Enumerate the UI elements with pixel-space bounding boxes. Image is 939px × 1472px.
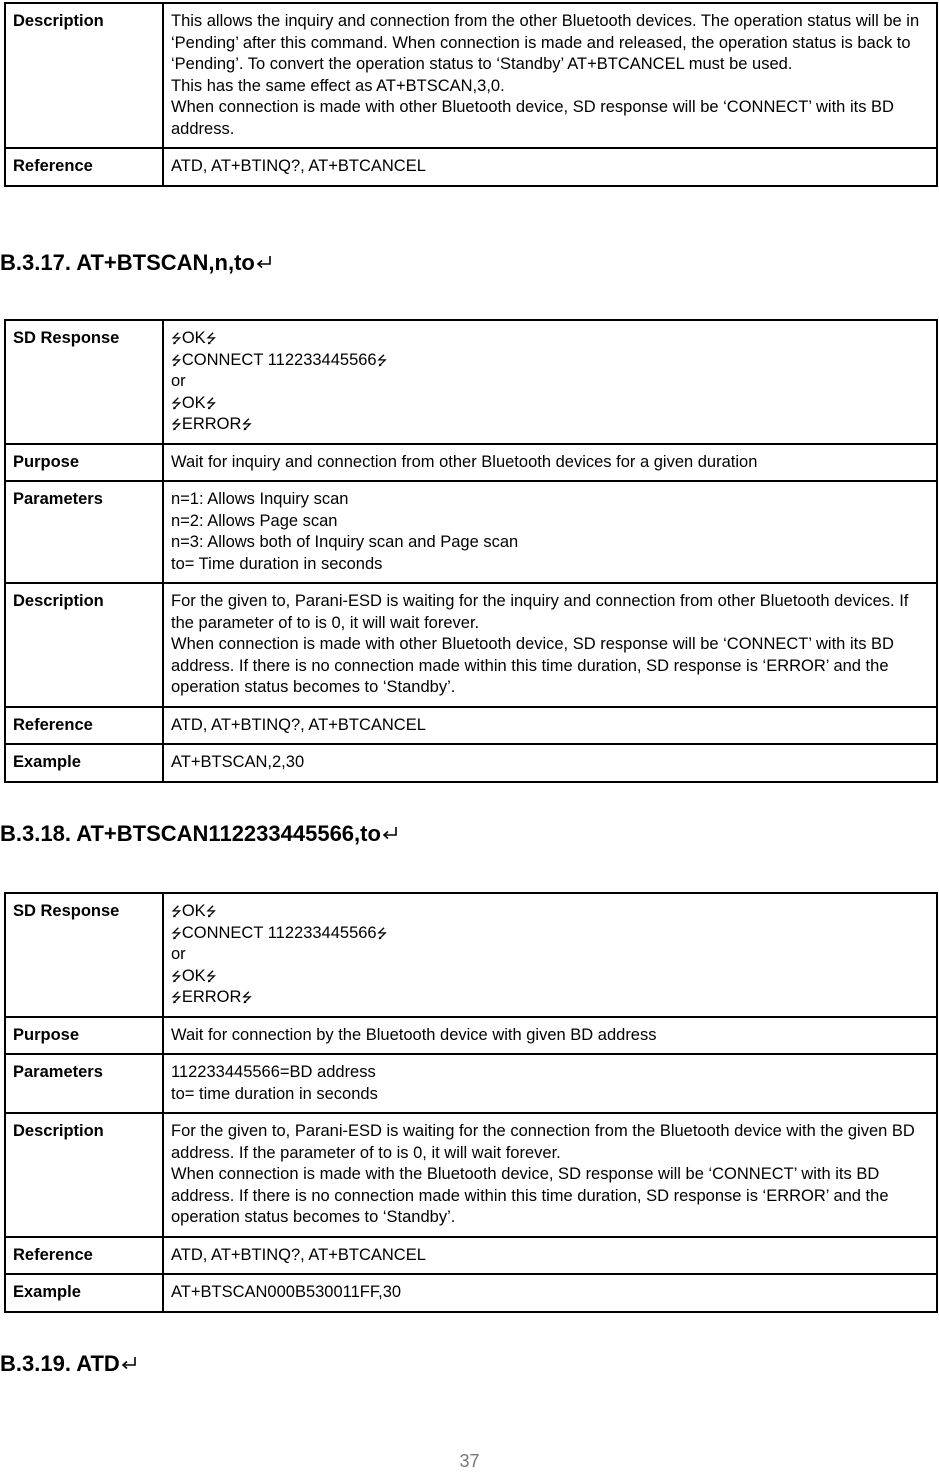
response-line: or xyxy=(171,945,186,963)
crlf-icon: ⭍ xyxy=(171,925,182,941)
crlf-icon: ⭍ xyxy=(171,417,182,432)
row-label-description: Description xyxy=(5,583,163,707)
crlf-icon: ⭍ xyxy=(376,352,388,368)
row-label-sd-response: SD Response xyxy=(5,320,163,444)
text-line: When connection is made with other Bluetooth device, SD response will be ‘CONNECT’ with its BD address. If there is no connection made within this time duration, SD response is ‘ERROR’ and the operation status becomes to ‘Standby’. xyxy=(171,635,894,696)
return-arrow-icon xyxy=(382,826,398,840)
table-row xyxy=(5,444,937,482)
row-label-parameters: Parameters xyxy=(5,481,163,583)
row-label-purpose: Purpose xyxy=(5,444,163,482)
section-heading-b318 xyxy=(0,821,398,847)
row-value-example: AT+BTSCAN000B530011FF,30 xyxy=(163,1274,937,1312)
row-label-reference: Reference xyxy=(5,1237,163,1275)
row-value-reference: ATD, AT+BTINQ?, AT+BTCANCEL xyxy=(163,707,937,745)
table-row xyxy=(5,1017,937,1055)
heading-text: B.3.19. ATD xyxy=(0,1351,120,1376)
crlf-icon: ⭍ xyxy=(241,417,253,432)
text-line: This has the same effect as AT+BTSCAN,3,0. xyxy=(171,76,505,95)
command-table-b317 xyxy=(4,319,938,783)
text-line: For the given to, Parani-ESD is waiting for the connection from the Bluetooth device with the given BD address. If the parameter of to is 0, it will wait forever. xyxy=(171,1122,915,1162)
table-row xyxy=(5,707,937,745)
row-value-purpose: Wait for connection by the Bluetooth device with given BD address xyxy=(163,1017,937,1055)
response-line: or xyxy=(171,372,186,390)
response-line: ⭍OK⭍ xyxy=(171,393,217,412)
table-row xyxy=(5,893,937,1017)
row-value-parameters xyxy=(163,481,937,583)
table-row xyxy=(5,1054,937,1113)
table-row xyxy=(5,744,937,782)
command-table-continued xyxy=(4,2,938,187)
row-value-parameters xyxy=(163,1054,937,1113)
row-value-reference: ATD, AT+BTINQ?, AT+BTCANCEL xyxy=(163,148,937,186)
table-row xyxy=(5,1237,937,1275)
table-row xyxy=(5,1113,937,1237)
row-label-example: Example xyxy=(5,1274,163,1312)
crlf-icon: ⭍ xyxy=(171,904,182,919)
text-line: 112233445566=BD address xyxy=(171,1063,376,1081)
crlf-icon: ⭍ xyxy=(205,904,217,919)
row-value-description xyxy=(163,3,937,148)
response-line: ⭍CONNECT 112233445566⭍ xyxy=(171,350,388,369)
response-line: ⭍ERROR⭍ xyxy=(171,988,253,1006)
row-label-sd-response: SD Response xyxy=(5,893,163,1017)
text-line: to= time duration in seconds xyxy=(171,1084,378,1103)
text-line: For the given to, Parani-ESD is waiting for the inquiry and connection from other Bluetooth devices. If the parameter of to is 0, it will wait forever. xyxy=(171,592,909,632)
response-line: ⭍OK⭍ xyxy=(171,902,217,920)
text-line: to= Time duration in seconds xyxy=(171,554,383,573)
row-label-description: Description xyxy=(5,3,163,148)
row-label-purpose: Purpose xyxy=(5,1017,163,1055)
section-heading-b319 xyxy=(0,1351,137,1377)
table-row xyxy=(5,3,937,148)
table-row xyxy=(5,583,937,707)
text-line: n=3: Allows both of Inquiry scan and Page scan xyxy=(171,533,519,551)
section-heading-b317 xyxy=(0,250,272,276)
response-line: ⭍CONNECT 112233445566⭍ xyxy=(171,923,388,942)
text-line: When connection is made with the Bluetooth device, SD response will be ‘CONNECT’ with its BD address. If there is no connection made within this time duration, SD response is ‘ERROR’ and the operation status becomes to ‘Standby’. xyxy=(171,1165,889,1226)
text-line: n=1: Allows Inquiry scan xyxy=(171,490,349,508)
row-value-description xyxy=(163,1113,937,1237)
row-value-example: AT+BTSCAN,2,30 xyxy=(163,744,937,782)
row-value-sd-response xyxy=(163,893,937,1017)
response-line: ⭍ERROR⭍ xyxy=(171,415,253,433)
page-number: 37 xyxy=(459,1451,480,1471)
crlf-icon: ⭍ xyxy=(171,395,182,411)
heading-text: B.3.18. AT+BTSCAN112233445566,to xyxy=(0,821,381,846)
row-label-reference: Reference xyxy=(5,148,163,186)
row-label-parameters: Parameters xyxy=(5,1054,163,1113)
return-arrow-icon xyxy=(256,255,272,269)
table-row xyxy=(5,481,937,583)
row-label-reference: Reference xyxy=(5,707,163,745)
row-value-description xyxy=(163,583,937,707)
crlf-icon: ⭍ xyxy=(205,395,217,411)
crlf-icon: ⭍ xyxy=(171,990,182,1005)
row-value-reference: ATD, AT+BTINQ?, AT+BTCANCEL xyxy=(163,1237,937,1275)
crlf-icon: ⭍ xyxy=(376,925,388,941)
row-value-purpose: Wait for inquiry and connection from other Bluetooth devices for a given duration xyxy=(163,444,937,482)
crlf-icon: ⭍ xyxy=(171,968,182,984)
text-line: When connection is made with other Bluetooth device, SD response will be ‘CONNECT’ with its BD address. xyxy=(171,98,894,138)
text-line: n=2: Allows Page scan xyxy=(171,511,338,530)
return-arrow-icon xyxy=(121,1356,137,1370)
crlf-icon: ⭍ xyxy=(205,331,217,346)
table-row xyxy=(5,320,937,444)
command-table-b318 xyxy=(4,892,938,1313)
table-row xyxy=(5,1274,937,1312)
crlf-icon: ⭍ xyxy=(171,331,182,346)
table-row xyxy=(5,148,937,186)
text-line: This allows the inquiry and connection from the other Bluetooth devices. The operation status will be in ‘Pending’ after this command. When connection is made and released, the operation status is back to ‘Pending’. To convert the operation status to ‘Standby’ AT+BTCANCEL must be used. xyxy=(171,12,920,73)
crlf-icon: ⭍ xyxy=(171,352,182,368)
row-value-sd-response xyxy=(163,320,937,444)
row-label-example: Example xyxy=(5,744,163,782)
response-line: ⭍OK⭍ xyxy=(171,966,217,985)
crlf-icon: ⭍ xyxy=(205,968,217,984)
response-line: ⭍OK⭍ xyxy=(171,329,217,347)
row-label-description: Description xyxy=(5,1113,163,1237)
crlf-icon: ⭍ xyxy=(241,990,253,1005)
heading-text: B.3.17. AT+BTSCAN,n,to xyxy=(0,250,255,275)
